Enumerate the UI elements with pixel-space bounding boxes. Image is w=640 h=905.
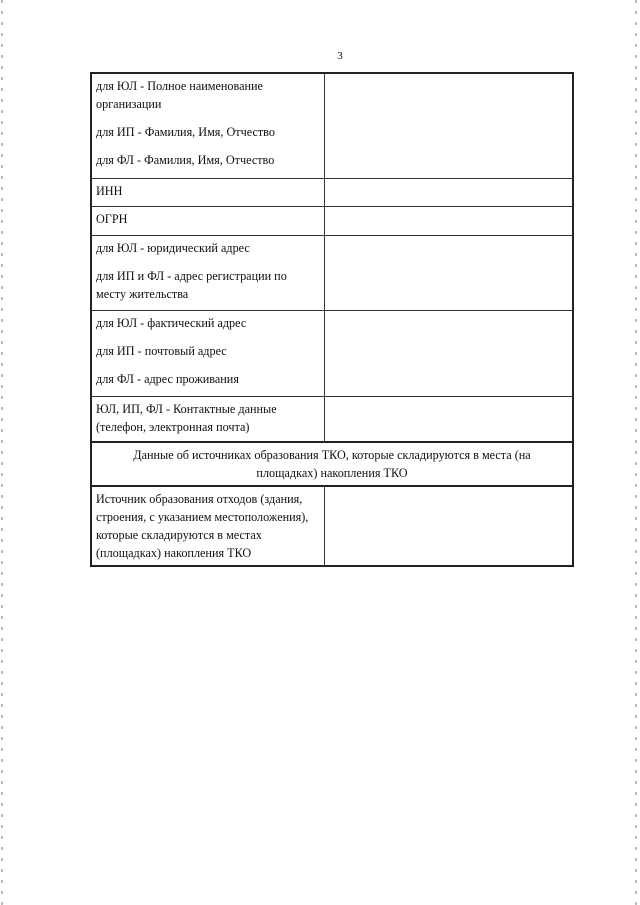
field-label-line: для ИП и ФЛ - адрес регистрации по — [96, 268, 287, 283]
page-number: 3 — [337, 50, 343, 62]
field-value-cell[interactable] — [324, 235, 573, 310]
section-header-row — [91, 442, 573, 486]
waste-source-row — [91, 486, 573, 566]
form-row — [91, 206, 573, 235]
field-label-line: для ЮЛ - фактический адрес — [96, 315, 247, 330]
field-label-line: ИНН — [96, 183, 123, 198]
field-value-cell[interactable] — [324, 73, 573, 178]
line-gap — [96, 257, 320, 267]
waste-source-value-cell[interactable] — [324, 486, 573, 566]
form-row — [91, 178, 573, 206]
form-row — [91, 73, 573, 178]
field-label-cell — [91, 396, 324, 442]
waste-source-label-line: Источник образования отходов (здания, — [96, 492, 303, 506]
field-label-line: для ФЛ - Фамилия, Имя, Отчество — [96, 153, 275, 167]
field-label-line: организации — [96, 97, 162, 111]
field-label-cell — [91, 206, 324, 235]
field-label-line: для ЮЛ - юридический адрес — [96, 240, 250, 255]
waste-source-label-line: которые складируются в местах — [96, 528, 262, 542]
field-label-cell — [91, 73, 324, 178]
waste-source-label-line: (площадках) накопления ТКО — [96, 546, 252, 560]
section-header-line-1: Данные об источниках образования ТКО, которые складируются в места (на — [133, 448, 531, 462]
field-label-line: для ЮЛ - Полное наименование — [96, 79, 263, 93]
form-row — [91, 310, 573, 396]
section-header-cell — [91, 442, 573, 486]
form-rows — [91, 73, 573, 442]
field-value-cell[interactable] — [324, 310, 573, 396]
line-gap — [96, 141, 320, 151]
section-header-line-2: площадках) накопления ТКО — [256, 466, 408, 480]
field-value-cell[interactable] — [324, 206, 573, 235]
form-row — [91, 396, 573, 442]
field-label-cell — [91, 310, 324, 396]
field-value-cell[interactable] — [324, 396, 573, 442]
field-label-line: месту жительства — [96, 286, 189, 301]
field-label-line: ЮЛ, ИП, ФЛ - Контактные данные — [96, 401, 277, 416]
field-label-line: (телефон, электронная почта) — [96, 419, 250, 434]
field-label-line: для ИП - Фамилия, Имя, Отчество — [96, 125, 275, 139]
field-value-cell[interactable] — [324, 178, 573, 206]
waste-source-label-cell — [91, 486, 324, 566]
left-edge-marks — [1, 0, 3, 905]
line-gap — [96, 113, 320, 123]
field-label-cell — [91, 178, 324, 206]
field-label-cell — [91, 235, 324, 310]
application-form-table — [90, 72, 574, 567]
waste-source-label-line: строения, с указанием местоположения), — [96, 510, 309, 524]
field-label-line: для ФЛ - адрес проживания — [96, 371, 239, 386]
field-label-line: для ИП - почтовый адрес — [96, 343, 227, 358]
right-edge-marks — [635, 0, 637, 905]
line-gap — [96, 332, 320, 342]
field-label-line: ОГРН — [96, 211, 128, 226]
line-gap — [96, 360, 320, 370]
form-row — [91, 235, 573, 310]
